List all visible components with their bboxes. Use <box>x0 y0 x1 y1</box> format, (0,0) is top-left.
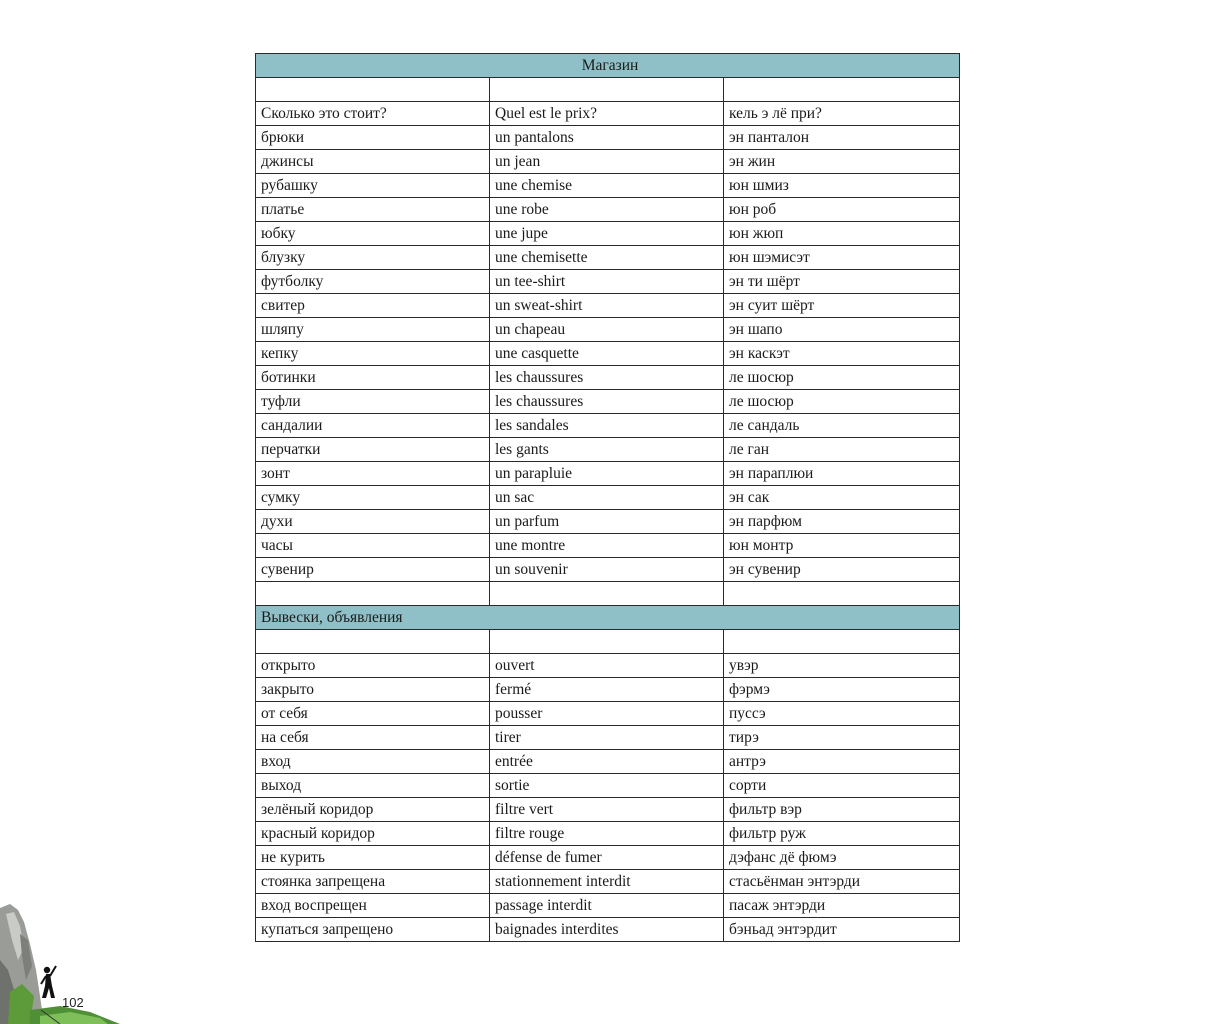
transcription-cell: фильтр руж <box>724 822 960 846</box>
transcription-cell: эн параплюи <box>724 462 960 486</box>
russian-cell <box>256 630 490 654</box>
table-row <box>256 318 960 342</box>
french-cell: un pantalons <box>490 126 724 150</box>
table-row <box>256 174 960 198</box>
transcription-cell: бэньад энтэрдит <box>724 918 960 942</box>
transcription-cell: дэфанс дё фюмэ <box>724 846 960 870</box>
russian-cell: платье <box>256 198 490 222</box>
table-row <box>256 678 960 702</box>
french-cell: les chaussures <box>490 390 724 414</box>
transcription-cell: эн шапо <box>724 318 960 342</box>
russian-cell: джинсы <box>256 150 490 174</box>
russian-cell: рубашку <box>256 174 490 198</box>
french-cell: Quel est le prix? <box>490 102 724 126</box>
transcription-cell: кель э лё при? <box>724 102 960 126</box>
table-row <box>256 894 960 918</box>
table-row <box>256 486 960 510</box>
table-row <box>256 150 960 174</box>
russian-cell: футболку <box>256 270 490 294</box>
french-cell: une robe <box>490 198 724 222</box>
transcription-cell: ле шосюр <box>724 390 960 414</box>
french-cell <box>490 582 724 606</box>
russian-cell: зонт <box>256 462 490 486</box>
transcription-cell: юн жюп <box>724 222 960 246</box>
french-cell: les chaussures <box>490 366 724 390</box>
transcription-cell: юн монтр <box>724 534 960 558</box>
russian-cell: сумку <box>256 486 490 510</box>
table-row <box>256 198 960 222</box>
transcription-cell: тирэ <box>724 726 960 750</box>
transcription-cell: сорти <box>724 774 960 798</box>
section-title: Вывески, объявления <box>256 606 960 630</box>
russian-cell <box>256 78 490 102</box>
french-cell: une jupe <box>490 222 724 246</box>
french-cell: les gants <box>490 438 724 462</box>
french-cell: fermé <box>490 678 724 702</box>
table-row <box>256 558 960 582</box>
transcription-cell: ле сандаль <box>724 414 960 438</box>
russian-cell: купаться запрещено <box>256 918 490 942</box>
french-cell: un parapluie <box>490 462 724 486</box>
french-cell: entrée <box>490 750 724 774</box>
section-header-row <box>256 54 960 78</box>
table-row <box>256 534 960 558</box>
table-row <box>256 702 960 726</box>
french-cell: un souvenir <box>490 558 724 582</box>
transcription-cell: эн жин <box>724 150 960 174</box>
table-row <box>256 846 960 870</box>
russian-cell: красный коридор <box>256 822 490 846</box>
table-row <box>256 366 960 390</box>
table-row <box>256 630 960 654</box>
russian-cell: кепку <box>256 342 490 366</box>
russian-cell <box>256 582 490 606</box>
french-cell: un tee-shirt <box>490 270 724 294</box>
russian-cell: на себя <box>256 726 490 750</box>
french-cell <box>490 630 724 654</box>
table-row <box>256 798 960 822</box>
russian-cell: от себя <box>256 702 490 726</box>
transcription-cell: эн сак <box>724 486 960 510</box>
mountain-climber-illustration <box>0 900 120 1024</box>
table-row <box>256 246 960 270</box>
french-cell: pousser <box>490 702 724 726</box>
section-title: Магазин <box>256 54 960 78</box>
table-row <box>256 918 960 942</box>
russian-cell: брюки <box>256 126 490 150</box>
transcription-cell: фэрмэ <box>724 678 960 702</box>
french-cell: filtre rouge <box>490 822 724 846</box>
table-row <box>256 270 960 294</box>
russian-cell: свитер <box>256 294 490 318</box>
table-row <box>256 342 960 366</box>
table-row <box>256 774 960 798</box>
french-cell: un sweat-shirt <box>490 294 724 318</box>
russian-cell: часы <box>256 534 490 558</box>
transcription-cell: эн панталон <box>724 126 960 150</box>
table-row <box>256 390 960 414</box>
french-cell: un parfum <box>490 510 724 534</box>
transcription-cell <box>724 78 960 102</box>
french-cell: un chapeau <box>490 318 724 342</box>
russian-cell: открыто <box>256 654 490 678</box>
transcription-cell <box>724 630 960 654</box>
russian-cell: духи <box>256 510 490 534</box>
french-cell: stationnement interdit <box>490 870 724 894</box>
russian-cell: Сколько это стоит? <box>256 102 490 126</box>
table-row <box>256 294 960 318</box>
table-row <box>256 222 960 246</box>
table-row <box>256 510 960 534</box>
table-row <box>256 414 960 438</box>
russian-cell: не курить <box>256 846 490 870</box>
russian-cell: сандалии <box>256 414 490 438</box>
russian-cell: сувенир <box>256 558 490 582</box>
french-cell: une montre <box>490 534 724 558</box>
transcription-cell: фильтр вэр <box>724 798 960 822</box>
table-row <box>256 750 960 774</box>
transcription-cell: стасьёнман энтэрди <box>724 870 960 894</box>
russian-cell: выход <box>256 774 490 798</box>
transcription-cell: юн шэмисэт <box>724 246 960 270</box>
transcription-cell: эн суит шёрт <box>724 294 960 318</box>
table-row <box>256 822 960 846</box>
french-cell: une chemisette <box>490 246 724 270</box>
table-row <box>256 462 960 486</box>
transcription-cell: юн шмиз <box>724 174 960 198</box>
transcription-cell: юн роб <box>724 198 960 222</box>
section-header-row <box>256 606 960 630</box>
table-row <box>256 654 960 678</box>
russian-cell: зелёный коридор <box>256 798 490 822</box>
transcription-cell: пуссэ <box>724 702 960 726</box>
table-row <box>256 582 960 606</box>
russian-cell: шляпу <box>256 318 490 342</box>
transcription-cell <box>724 582 960 606</box>
french-cell: tirer <box>490 726 724 750</box>
transcription-cell: увэр <box>724 654 960 678</box>
french-cell: un jean <box>490 150 724 174</box>
transcription-cell: антрэ <box>724 750 960 774</box>
table-row <box>256 126 960 150</box>
transcription-cell: эн каскэт <box>724 342 960 366</box>
russian-cell: вход <box>256 750 490 774</box>
french-cell: sortie <box>490 774 724 798</box>
table-row <box>256 870 960 894</box>
transcription-cell: ле шосюр <box>724 366 960 390</box>
russian-cell: стоянка запрещена <box>256 870 490 894</box>
table-row <box>256 726 960 750</box>
french-cell: les sandales <box>490 414 724 438</box>
french-cell: défense de fumer <box>490 846 724 870</box>
french-cell: baignades interdites <box>490 918 724 942</box>
phrasebook-table <box>255 53 960 942</box>
french-cell: une casquette <box>490 342 724 366</box>
transcription-cell: ле ган <box>724 438 960 462</box>
french-cell: filtre vert <box>490 798 724 822</box>
russian-cell: закрыто <box>256 678 490 702</box>
russian-cell: туфли <box>256 390 490 414</box>
transcription-cell: пасаж энтэрди <box>724 894 960 918</box>
transcription-cell: эн парфюм <box>724 510 960 534</box>
page-number: 102 <box>62 995 84 1010</box>
french-cell <box>490 78 724 102</box>
russian-cell: перчатки <box>256 438 490 462</box>
french-cell: une chemise <box>490 174 724 198</box>
russian-cell: вход воспрещен <box>256 894 490 918</box>
table-row <box>256 438 960 462</box>
table-row <box>256 78 960 102</box>
french-cell: un sac <box>490 486 724 510</box>
french-cell: passage interdit <box>490 894 724 918</box>
russian-cell: блузку <box>256 246 490 270</box>
transcription-cell: эн сувенир <box>724 558 960 582</box>
russian-cell: ботинки <box>256 366 490 390</box>
russian-cell: юбку <box>256 222 490 246</box>
table-row <box>256 102 960 126</box>
french-cell: ouvert <box>490 654 724 678</box>
transcription-cell: эн ти шёрт <box>724 270 960 294</box>
